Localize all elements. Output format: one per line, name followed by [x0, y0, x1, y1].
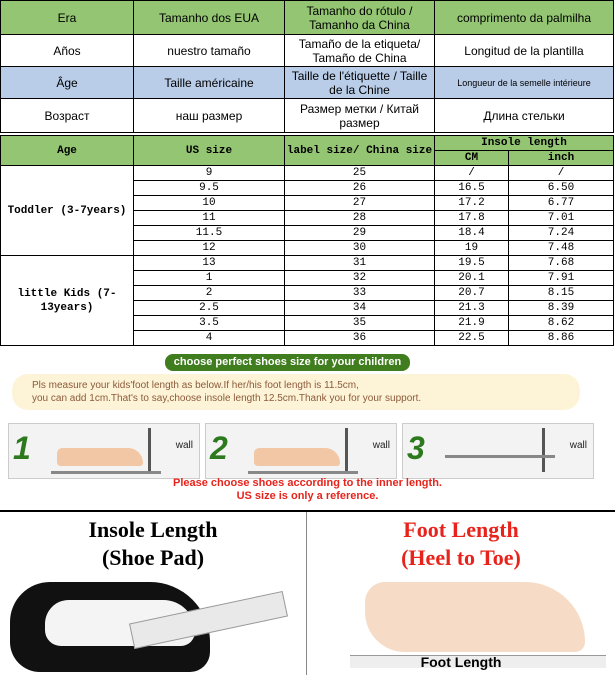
label-size-cell: 33: [285, 286, 435, 301]
size-header-row: [1, 136, 614, 151]
header-us-size: US size: [134, 136, 285, 166]
label-size-cell: 34: [285, 301, 435, 316]
cell: Longueur de la semelle intérieure: [435, 67, 614, 99]
step-3: [402, 423, 594, 479]
foot-icon: [57, 448, 143, 466]
ruler-icon: [248, 471, 358, 474]
wall-label: wall: [569, 440, 587, 451]
warning-line2: US size is only a reference.: [236, 490, 379, 502]
insole-inch-cell: 8.62: [509, 316, 614, 331]
label-size-cell: 27: [285, 196, 435, 211]
us-size-cell: 2.5: [134, 301, 285, 316]
us-size-cell: 4: [134, 331, 285, 346]
insole-inch-cell: 6.77: [509, 196, 614, 211]
label-size-cell: 32: [285, 271, 435, 286]
insole-cm-cell: 17.8: [435, 211, 509, 226]
insole-subtitle: (Shoe Pad): [101, 545, 205, 570]
insole-inch-cell: 7.91: [509, 271, 614, 286]
label-size-cell: 36: [285, 331, 435, 346]
wall-icon: [542, 428, 545, 472]
label-size-cell: 31: [285, 256, 435, 271]
header-cm: CM: [435, 151, 509, 166]
insole-inch-cell: 7.24: [509, 226, 614, 241]
insole-inch-cell: 7.48: [509, 241, 614, 256]
foot-length-label: Foot Length: [420, 654, 502, 670]
wall-icon: [345, 428, 348, 472]
age-group: Toddler (3-7years): [1, 166, 134, 256]
guide-warning: [0, 477, 615, 503]
us-size-cell: 11.5: [134, 226, 285, 241]
insole-inch-cell: 6.50: [509, 181, 614, 196]
label-size-cell: 28: [285, 211, 435, 226]
cell: Возраст: [1, 99, 134, 133]
warning-line1: Please choose shoes according to the inner length.: [173, 477, 442, 489]
ruler-icon: [445, 455, 555, 458]
insole-cm-cell: 19.5: [435, 256, 509, 271]
guide-note-line2: you can add 1cm.That's to say,choose insole length 12.5cm.Thank you for your support.: [32, 393, 422, 404]
insole-inch-cell: 8.86: [509, 331, 614, 346]
us-size-cell: 9: [134, 166, 285, 181]
label-size-cell: 35: [285, 316, 435, 331]
cell: Taille américaine: [134, 67, 285, 99]
cell: Taille de l'étiquette / Taille de la Chine: [285, 67, 435, 99]
label-size-cell: 30: [285, 241, 435, 256]
foot-title: Foot Length: [403, 517, 519, 542]
insole-cm-cell: 19: [435, 241, 509, 256]
insole-inch-cell: 7.68: [509, 256, 614, 271]
step-number: 1: [13, 430, 31, 466]
insole-cm-cell: 16.5: [435, 181, 509, 196]
wall-label: wall: [175, 440, 193, 451]
insole-cm-cell: 20.1: [435, 271, 509, 286]
us-size-cell: 13: [134, 256, 285, 271]
step-2: [205, 423, 397, 479]
cell: Tamaño de la etiqueta/ Tamaño de China: [285, 35, 435, 67]
language-table: [0, 0, 614, 133]
language-row-es: [1, 35, 614, 67]
language-row-ru: [1, 99, 614, 133]
insole-length-panel: [0, 512, 307, 675]
insole-inch-cell: 8.15: [509, 286, 614, 301]
cell: Era: [1, 1, 134, 35]
us-size-cell: 3.5: [134, 316, 285, 331]
wall-label: wall: [372, 440, 390, 451]
size-row: [1, 166, 614, 181]
length-illustrations: [0, 510, 615, 675]
cell: Длина стельки: [435, 99, 614, 133]
us-size-cell: 1: [134, 271, 285, 286]
size-table: [0, 135, 614, 346]
insole-cm-cell: /: [435, 166, 509, 181]
label-size-cell: 29: [285, 226, 435, 241]
cell: Longitud de la plantilla: [435, 35, 614, 67]
guide-note: [12, 374, 580, 410]
us-size-cell: 9.5: [134, 181, 285, 196]
us-size-cell: 2: [134, 286, 285, 301]
insole-cm-cell: 22.5: [435, 331, 509, 346]
step-number: 2: [210, 430, 228, 466]
header-label-size: label size/ China size: [285, 136, 435, 166]
header-inch: inch: [509, 151, 614, 166]
us-size-cell: 11: [134, 211, 285, 226]
insole-cm-cell: 21.9: [435, 316, 509, 331]
size-row: [1, 256, 614, 271]
cell: Tamanho do rótulo / Tamanho da China: [285, 1, 435, 35]
insole-cm-cell: 21.3: [435, 301, 509, 316]
language-row-pt: [1, 1, 614, 35]
step-number: 3: [407, 430, 425, 466]
us-size-cell: 12: [134, 241, 285, 256]
cell: nuestro tamaño: [134, 35, 285, 67]
language-row-fr: [1, 67, 614, 99]
insole-cm-cell: 20.7: [435, 286, 509, 301]
cell: Tamanho dos EUA: [134, 1, 285, 35]
step-1: [8, 423, 200, 479]
foot-icon: [254, 448, 340, 466]
us-size-cell: 10: [134, 196, 285, 211]
insole-cm-cell: 18.4: [435, 226, 509, 241]
label-size-cell: 26: [285, 181, 435, 196]
cell: Años: [1, 35, 134, 67]
insole-title: Insole Length: [88, 517, 218, 542]
measure-guide: [0, 353, 615, 503]
insole-inch-cell: /: [509, 166, 614, 181]
cell: Âge: [1, 67, 134, 99]
foot-subtitle: (Heel to Toe): [401, 545, 521, 570]
guide-note-line1: Pls measure your kids'foot length as below.If her/his foot length is 11.5cm,: [32, 380, 359, 391]
header-insole: Insole length: [435, 136, 614, 151]
foot-icon: [365, 582, 585, 652]
size-table-body: [1, 166, 614, 346]
cell: наш размер: [134, 99, 285, 133]
cell: Размер метки / Китай размер: [285, 99, 435, 133]
age-group: little Kids (7-13years): [1, 256, 134, 346]
insole-inch-cell: 8.39: [509, 301, 614, 316]
insole-cm-cell: 17.2: [435, 196, 509, 211]
ruler-icon: [51, 471, 161, 474]
label-size-cell: 25: [285, 166, 435, 181]
wall-icon: [148, 428, 151, 472]
header-age: Age: [1, 136, 134, 166]
insole-inch-cell: 7.01: [509, 211, 614, 226]
guide-banner: choose perfect shoes size for your children: [165, 354, 410, 371]
cell: comprimento da palmilha: [435, 1, 614, 35]
